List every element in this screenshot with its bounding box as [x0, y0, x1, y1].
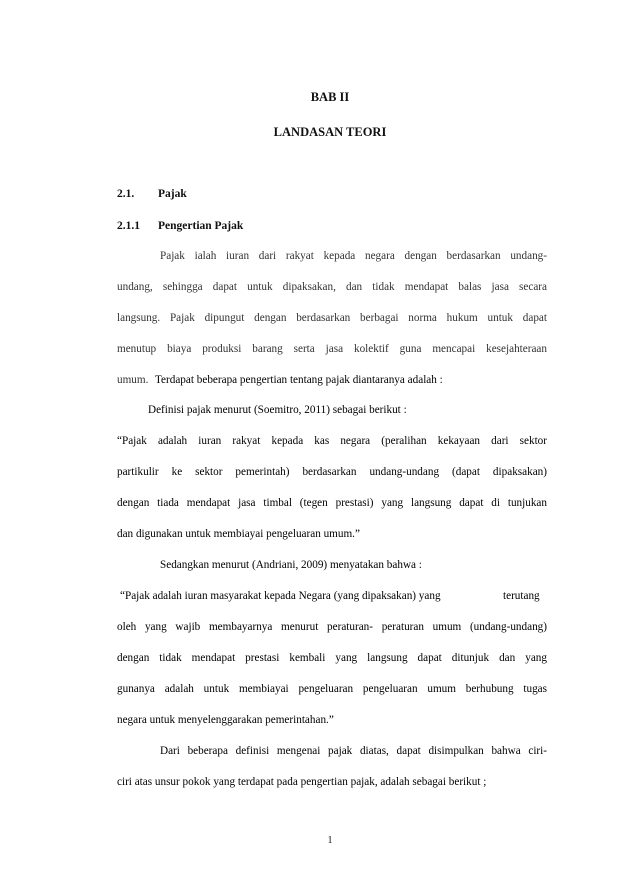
- quote-line: dan digunakan untuk membiayai pengeluaran umum.”: [117, 528, 360, 540]
- chapter-label: BAB II: [310, 90, 350, 104]
- paragraph-line: Pajak ialah iuran dari rakyat kepada negara dengan berdasarkan undang-: [160, 250, 547, 262]
- quote-line: “Pajak adalah iuran masyarakat kepada Negara (yang dipaksakan) yang: [120, 590, 441, 602]
- quote-line: “Pajak adalah iuran rakyat kepada kas negara (peralihan kekayaan dari sektor: [117, 435, 547, 447]
- quote-line: partikulir ke sektor pemerintah) berdasarkan undang-undang (dapat dipaksakan): [117, 466, 547, 478]
- paragraph-line: undang, sehingga dapat untuk dipaksakan, dan tidak mendapat balas jasa secara: [117, 281, 547, 293]
- section-number: 2.1.: [117, 188, 135, 200]
- subsection-number: 2.1.1: [117, 220, 140, 232]
- quote-line: oleh yang wajib membayarnya menurut peraturan- peraturan umum (undang-undang): [117, 621, 547, 633]
- chapter-title: LANDASAN TEORI: [273, 125, 387, 139]
- section-title: Pajak: [158, 188, 187, 200]
- definition-intro: Definisi pajak menurut (Soemitro, 2011) sebagai berikut :: [148, 404, 407, 416]
- paragraph-line: menutup biaya produksi barang serta jasa kolektif guna mencapai kesejahteraan: [117, 343, 547, 355]
- quote-line: dengan tidak mendapat prestasi kembali yang langsung dapat ditunjuk dan yang: [117, 652, 547, 664]
- paragraph-line: umum.: [117, 374, 149, 386]
- quote-line: negara untuk menyelenggarakan pemerintahan.”: [117, 714, 334, 726]
- definition-intro: Sedangkan menurut (Andriani, 2009) menyatakan bahwa :: [160, 559, 422, 571]
- paragraph-line: Dari beberapa definisi mengenai pajak diatas, dapat disimpulkan bahwa ciri-: [160, 745, 547, 757]
- subsection-title: Pengertian Pajak: [158, 220, 244, 232]
- quote-line: dengan tiada mendapat jasa timbal (tegen prestasi) yang langsung dapat di tunjukan: [117, 497, 547, 509]
- paragraph-line: langsung. Pajak dipungut dengan berdasarkan berbagai norma hukum untuk dapat: [117, 312, 547, 324]
- page-number: 1: [327, 835, 333, 846]
- quote-line: gunanya adalah untuk membiayai pengeluaran pengeluaran umum berhubung tugas: [117, 683, 547, 695]
- paragraph-line: ciri atas unsur pokok yang terdapat pada pengertian pajak, adalah sebagai berikut ;: [117, 776, 487, 788]
- quote-line: terutang: [503, 590, 540, 602]
- paragraph-line: Terdapat beberapa pengertian tentang pajak diantaranya adalah :: [155, 374, 443, 386]
